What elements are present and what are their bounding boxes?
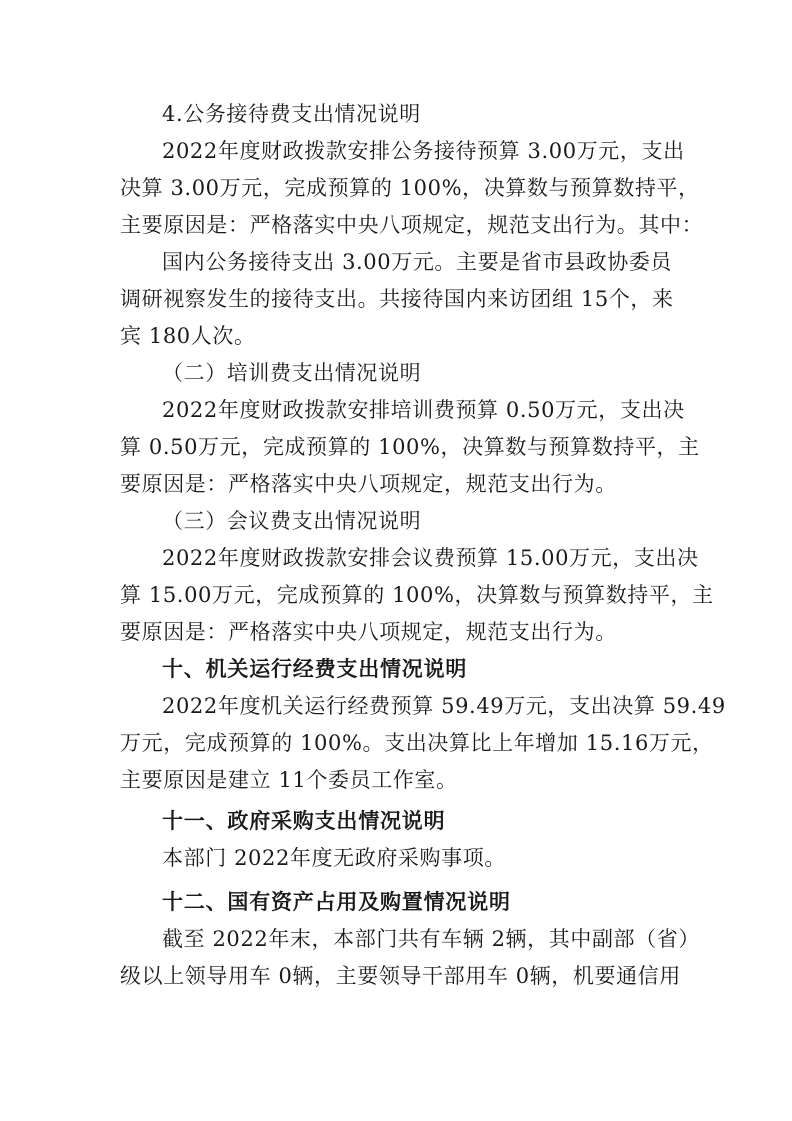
- procurement-line1: 本部门 2022年度无政府采购事项。: [162, 846, 506, 870]
- document-page: [120, 96, 726, 995]
- assets-line1: 截至 2022年末，本部门共有车辆 2辆，其中副部（省）: [162, 927, 700, 951]
- reception-para2-line3: 宾 180人次。: [120, 324, 256, 348]
- operation-line3: 主要原因是建立 11个委员工作室。: [120, 768, 458, 792]
- operation-line2: 万元，完成预算的 100%。支出决算比上年增加 15.16万元，: [120, 731, 714, 755]
- meeting-line1: 2022年度财政拨款安排会议费预算 15.00万元，支出决: [162, 546, 699, 570]
- assets-heading: 十二、国有资产占用及购置情况说明: [162, 890, 511, 914]
- operation-line1: 2022年度机关运行经费预算 59.49万元，支出决算 59.49: [162, 694, 726, 718]
- operation-heading: 十、机关运行经费支出情况说明: [162, 657, 468, 681]
- training-line3: 要原因是：严格落实中央八项规定，规范支出行为。: [120, 472, 617, 496]
- meeting-line3: 要原因是：严格落实中央八项规定，规范支出行为。: [120, 620, 617, 644]
- meeting-line2: 算 15.00万元，完成预算的 100%，决算数与预算数持平，主: [120, 583, 714, 607]
- reception-para2-line1: 国内公务接待支出 3.00万元。主要是省市县政协委员: [162, 250, 673, 274]
- reception-heading: 4.公务接待费支出情况说明: [162, 102, 421, 126]
- reception-para1-line3: 主要原因是：严格落实中央八项规定，规范支出行为。其中：: [120, 213, 704, 237]
- training-line1: 2022年度财政拨款安排培训费预算 0.50万元，支出决: [162, 398, 685, 422]
- reception-para1-line2: 决算 3.00万元，完成预算的 100%，决算数与预算数持平，: [120, 176, 700, 200]
- training-line2: 算 0.50万元，完成预算的 100%，决算数与预算数持平，主: [120, 435, 700, 459]
- meeting-heading: （三）会议费支出情况说明: [162, 509, 422, 533]
- reception-para1-line1: 2022年度财政拨款安排公务接待预算 3.00万元，支出: [162, 139, 685, 163]
- assets-line2: 级以上领导用车 0辆，主要领导干部用车 0辆，机要通信用: [120, 964, 681, 988]
- training-heading: （二）培训费支出情况说明: [162, 361, 422, 385]
- reception-para2-line2: 调研视察发生的接待支出。共接待国内来访团组 15个，来: [120, 287, 674, 311]
- procurement-heading: 十一、政府采购支出情况说明: [162, 809, 446, 833]
